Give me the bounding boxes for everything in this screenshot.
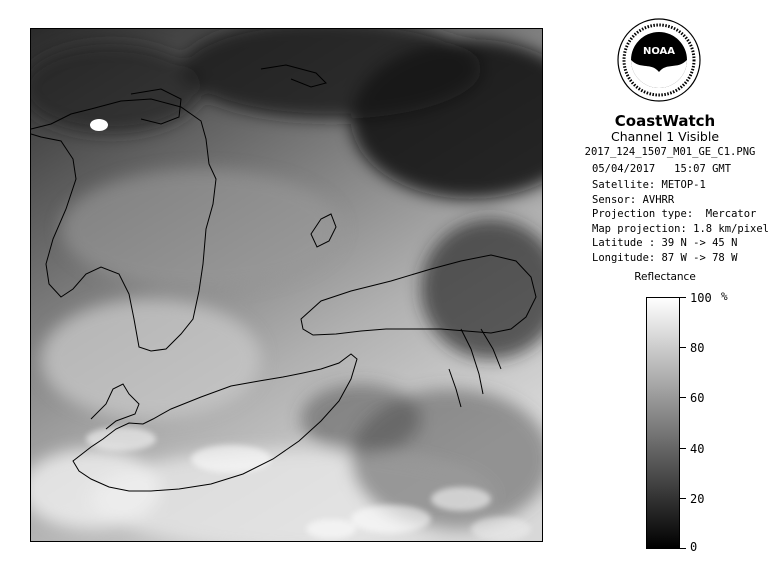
longitude-range: Longitude: 87 W -> 78 W <box>592 252 738 264</box>
channel-title: Channel 1 Visible <box>610 129 720 144</box>
satellite-name: Satellite: METOP-1 <box>592 179 706 191</box>
reflectance-colorbar <box>646 297 680 549</box>
scale-tick <box>680 548 686 549</box>
scale-tick <box>680 448 686 449</box>
scale-tick-label: 0 <box>690 540 698 554</box>
projection-type: Projection type: Mercator <box>592 208 757 220</box>
noaa-logo-icon <box>617 18 701 102</box>
acquisition-datetime: 05/04/2017 15:07 GMT <box>592 163 732 175</box>
scale-title: Reflectance <box>634 271 696 283</box>
scale-tick <box>680 397 686 398</box>
scale-tick-label: 60 <box>690 391 705 405</box>
scale-tick-label: 80 <box>690 341 705 355</box>
scale-tick <box>680 347 686 348</box>
scale-tick-label: 40 <box>690 442 705 456</box>
satellite-image-canvas <box>31 29 543 542</box>
scale-tick-label: 100 <box>690 291 712 305</box>
svg-text:NOAA: NOAA <box>642 46 676 57</box>
satellite-image <box>30 28 543 542</box>
scale-tick-label: 20 <box>690 492 705 506</box>
image-filename: 2017_124_1507_M01_GE_C1.PNG <box>584 146 756 158</box>
latitude-range: Latitude : 39 N -> 45 N <box>592 237 738 249</box>
scale-tick <box>680 498 686 499</box>
sensor-name: Sensor: AVHRR <box>592 194 675 206</box>
map-projection: Map projection: 1.8 km/pixel <box>592 223 770 235</box>
scale-unit: % <box>721 290 728 303</box>
scale-tick <box>680 297 686 298</box>
bright-spot <box>90 119 108 131</box>
brand-title: CoastWatch <box>614 112 716 130</box>
